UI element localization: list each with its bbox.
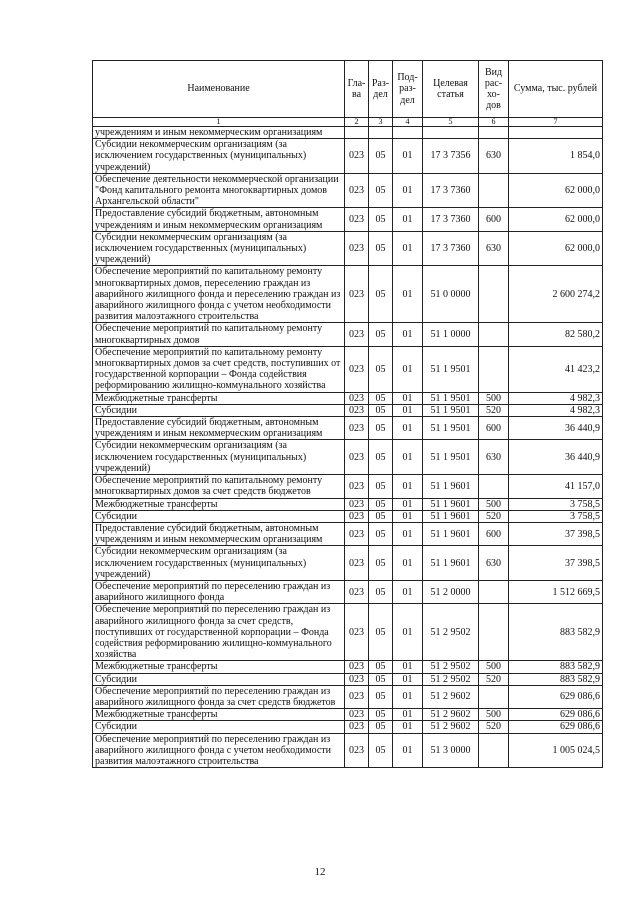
header-row: [93, 61, 603, 118]
table-row: [93, 417, 603, 440]
cell-razdel: 05: [369, 173, 393, 208]
cell-glava: 023: [345, 604, 369, 661]
page-number: 12: [314, 866, 326, 878]
cell-statya: 51 1 9601: [423, 522, 479, 545]
cell-name: учреждениям и иным некоммерческим организациям: [93, 127, 345, 139]
cell-summa: 1 005 024,5: [509, 733, 603, 768]
cell-vid: 600: [479, 417, 509, 440]
table-row: [93, 510, 603, 522]
cell-glava: 023: [345, 417, 369, 440]
cell-razdel: 05: [369, 404, 393, 416]
header-razdel: Раз-дел: [369, 61, 393, 118]
cell-summa: 37 398,5: [509, 546, 603, 581]
cell-summa: 629 086,6: [509, 685, 603, 708]
cell-razdel: 05: [369, 139, 393, 174]
cell-vid: [479, 580, 509, 603]
cell-razdel: 05: [369, 231, 393, 266]
column-number: 5: [423, 118, 479, 127]
cell-name: Субсидии некоммерческим организациям (за исключением государственных (муниципальных) учреждений): [93, 546, 345, 581]
column-number: 1: [93, 118, 345, 127]
table-row: [93, 721, 603, 733]
table-row: [93, 604, 603, 661]
cell-podrazdel: 01: [393, 498, 423, 510]
table-row: [93, 685, 603, 708]
cell-vid: [479, 173, 509, 208]
cell-razdel: 05: [369, 208, 393, 231]
cell-statya: 51 1 9501: [423, 346, 479, 392]
cell-statya: 51 0 0000: [423, 266, 479, 323]
cell-podrazdel: 01: [393, 231, 423, 266]
cell-glava: 023: [345, 522, 369, 545]
cell-glava: 023: [345, 404, 369, 416]
cell-razdel: 05: [369, 475, 393, 498]
cell-name: Обеспечение мероприятий по переселению граждан из аварийного жилищного фонда за счет средств бюджетов: [93, 685, 345, 708]
cell-glava: 023: [345, 392, 369, 404]
cell-summa: 629 086,6: [509, 709, 603, 721]
cell-summa: 82 580,2: [509, 323, 603, 346]
cell-statya: 51 1 9601: [423, 546, 479, 581]
table-row: [93, 404, 603, 416]
cell-podrazdel: 01: [393, 661, 423, 673]
cell-statya: 51 1 9601: [423, 510, 479, 522]
cell-summa: 4 982,3: [509, 404, 603, 416]
cell-name: Субсидии некоммерческим организациям (за исключением государственных (муниципальных) учреждений): [93, 139, 345, 174]
cell-statya: [423, 127, 479, 139]
cell-glava: [345, 127, 369, 139]
cell-glava: 023: [345, 475, 369, 498]
cell-vid: 520: [479, 404, 509, 416]
cell-summa: 2 600 274,2: [509, 266, 603, 323]
cell-summa: 41 423,2: [509, 346, 603, 392]
cell-glava: 023: [345, 346, 369, 392]
cell-razdel: 05: [369, 604, 393, 661]
table-row: [93, 392, 603, 404]
cell-name: Субсидии: [93, 404, 345, 416]
cell-podrazdel: 01: [393, 685, 423, 708]
cell-podrazdel: 01: [393, 266, 423, 323]
cell-name: Межбюджетные трансферты: [93, 498, 345, 510]
table-row: [93, 673, 603, 685]
cell-statya: 51 2 9502: [423, 661, 479, 673]
cell-name: Обеспечение мероприятий по переселению граждан из аварийного жилищного фонда за счет средств, поступивших от государственной корпорации – Фонда содействия реформированию жилищно-коммунального хозяйства: [93, 604, 345, 661]
cell-podrazdel: 01: [393, 546, 423, 581]
cell-vid: 500: [479, 709, 509, 721]
cell-statya: 17 3 7360: [423, 173, 479, 208]
header-summa: Сумма, тыс. рублей: [509, 61, 603, 118]
table-row: [93, 139, 603, 174]
cell-razdel: 05: [369, 392, 393, 404]
column-number: 3: [369, 118, 393, 127]
table-row: [93, 346, 603, 392]
cell-vid: 600: [479, 208, 509, 231]
cell-podrazdel: 01: [393, 208, 423, 231]
cell-name: Обеспечение мероприятий по капитальному ремонту многоквартирных домов за счет средств бюджетов: [93, 475, 345, 498]
cell-razdel: 05: [369, 522, 393, 545]
table-body: [93, 127, 603, 768]
cell-podrazdel: 01: [393, 323, 423, 346]
cell-vid: 520: [479, 673, 509, 685]
cell-summa: 883 582,9: [509, 673, 603, 685]
cell-glava: 023: [345, 231, 369, 266]
cell-summa: 3 758,5: [509, 510, 603, 522]
cell-summa: 62 000,0: [509, 208, 603, 231]
cell-name: Обеспечение мероприятий по капитальному ремонту многоквартирных домов, переселению граждан из аварийного жилищного фонда и переселению граждан из аварийного жилищного фонда с учетом необходимости развития малоэтажного строительства: [93, 266, 345, 323]
cell-vid: 500: [479, 392, 509, 404]
cell-statya: 51 1 9501: [423, 440, 479, 475]
cell-razdel: 05: [369, 266, 393, 323]
cell-statya: 51 1 9601: [423, 498, 479, 510]
cell-glava: 023: [345, 139, 369, 174]
cell-name: Обеспечение мероприятий по капитальному ремонту многоквартирных домов за счет средств, поступивших от государственной корпорации – Фонда содействия реформированию жилищно-коммунального хозяйства: [93, 346, 345, 392]
cell-razdel: 05: [369, 721, 393, 733]
cell-name: Обеспечение мероприятий по переселению граждан из аварийного жилищного фонда: [93, 580, 345, 603]
cell-podrazdel: 01: [393, 392, 423, 404]
table-row: [93, 323, 603, 346]
cell-summa: 883 582,9: [509, 661, 603, 673]
cell-glava: 023: [345, 685, 369, 708]
table-row: [93, 733, 603, 768]
cell-summa: 1 512 669,5: [509, 580, 603, 603]
cell-vid: 500: [479, 661, 509, 673]
cell-statya: 51 2 9602: [423, 685, 479, 708]
cell-name: Субсидии: [93, 673, 345, 685]
cell-vid: 520: [479, 510, 509, 522]
cell-summa: 629 086,6: [509, 721, 603, 733]
cell-glava: 023: [345, 208, 369, 231]
table-row: [93, 661, 603, 673]
cell-razdel: 05: [369, 510, 393, 522]
table-row: [93, 498, 603, 510]
cell-name: Обеспечение деятельности некоммерческой организации "Фонд капитального ремонта многоквартирных домов Архангельской области": [93, 173, 345, 208]
cell-summa: 36 440,9: [509, 440, 603, 475]
column-number: 2: [345, 118, 369, 127]
header-statya: Целевая статья: [423, 61, 479, 118]
cell-name: Межбюджетные трансферты: [93, 392, 345, 404]
cell-statya: 51 1 9601: [423, 475, 479, 498]
cell-razdel: 05: [369, 673, 393, 685]
cell-vid: 600: [479, 522, 509, 545]
cell-glava: 023: [345, 266, 369, 323]
header-glava: Гла-ва: [345, 61, 369, 118]
cell-summa: 62 000,0: [509, 231, 603, 266]
cell-vid: [479, 733, 509, 768]
cell-vid: [479, 323, 509, 346]
cell-statya: 51 1 9501: [423, 392, 479, 404]
cell-vid: [479, 266, 509, 323]
table-row: [93, 208, 603, 231]
cell-vid: 630: [479, 231, 509, 266]
cell-statya: 17 3 7360: [423, 208, 479, 231]
cell-vid: [479, 127, 509, 139]
cell-name: Межбюджетные трансферты: [93, 709, 345, 721]
cell-razdel: 05: [369, 498, 393, 510]
table-row: [93, 580, 603, 603]
cell-vid: 520: [479, 721, 509, 733]
column-number: 6: [479, 118, 509, 127]
cell-statya: 51 2 9602: [423, 721, 479, 733]
cell-statya: 51 2 9602: [423, 709, 479, 721]
header-podrazdel: Под-раз-дел: [393, 61, 423, 118]
cell-statya: 51 3 0000: [423, 733, 479, 768]
cell-name: Субсидии: [93, 510, 345, 522]
table-row: [93, 173, 603, 208]
cell-statya: 17 3 7356: [423, 139, 479, 174]
cell-summa: 62 000,0: [509, 173, 603, 208]
cell-razdel: 05: [369, 733, 393, 768]
cell-podrazdel: 01: [393, 522, 423, 545]
cell-statya: 51 2 9502: [423, 673, 479, 685]
cell-podrazdel: 01: [393, 709, 423, 721]
cell-vid: 630: [479, 139, 509, 174]
table-row: [93, 440, 603, 475]
cell-podrazdel: 01: [393, 733, 423, 768]
cell-name: Субсидии некоммерческим организациям (за исключением государственных (муниципальных) учреждений): [93, 440, 345, 475]
cell-podrazdel: 01: [393, 404, 423, 416]
cell-razdel: 05: [369, 661, 393, 673]
cell-podrazdel: 01: [393, 475, 423, 498]
cell-podrazdel: 01: [393, 510, 423, 522]
header-name: Наименование: [93, 61, 345, 118]
cell-razdel: 05: [369, 346, 393, 392]
column-number: 4: [393, 118, 423, 127]
cell-statya: 51 2 9502: [423, 604, 479, 661]
cell-glava: 023: [345, 673, 369, 685]
cell-glava: 023: [345, 440, 369, 475]
cell-vid: [479, 685, 509, 708]
cell-razdel: 05: [369, 685, 393, 708]
cell-summa: 36 440,9: [509, 417, 603, 440]
table-row: [93, 522, 603, 545]
cell-glava: 023: [345, 709, 369, 721]
cell-name: Субсидии: [93, 721, 345, 733]
cell-vid: [479, 604, 509, 661]
cell-vid: 630: [479, 440, 509, 475]
cell-name: Предоставление субсидий бюджетным, автономным учреждениям и иным некоммерческим организациям: [93, 208, 345, 231]
cell-glava: 023: [345, 580, 369, 603]
cell-vid: [479, 346, 509, 392]
cell-name: Предоставление субсидий бюджетным, автономным учреждениям и иным некоммерческим организациям: [93, 522, 345, 545]
cell-glava: 023: [345, 721, 369, 733]
cell-summa: 1 854,0: [509, 139, 603, 174]
cell-razdel: 05: [369, 546, 393, 581]
cell-vid: 630: [479, 546, 509, 581]
cell-razdel: 05: [369, 580, 393, 603]
cell-name: Обеспечение мероприятий по капитальному ремонту многоквартирных домов: [93, 323, 345, 346]
cell-podrazdel: 01: [393, 417, 423, 440]
column-number-row: [93, 118, 603, 127]
cell-name: Предоставление субсидий бюджетным, автономным учреждениям и иным некоммерческим организациям: [93, 417, 345, 440]
cell-podrazdel: 01: [393, 139, 423, 174]
cell-glava: 023: [345, 323, 369, 346]
cell-podrazdel: 01: [393, 721, 423, 733]
cell-podrazdel: 01: [393, 580, 423, 603]
cell-razdel: 05: [369, 323, 393, 346]
cell-statya: 17 3 7360: [423, 231, 479, 266]
cell-summa: 37 398,5: [509, 522, 603, 545]
cell-glava: 023: [345, 661, 369, 673]
cell-podrazdel: 01: [393, 604, 423, 661]
table-row: [93, 709, 603, 721]
cell-vid: 500: [479, 498, 509, 510]
table-row: [93, 266, 603, 323]
cell-summa: [509, 127, 603, 139]
table-row: [93, 231, 603, 266]
cell-podrazdel: [393, 127, 423, 139]
table-row: [93, 546, 603, 581]
cell-summa: 41 157,0: [509, 475, 603, 498]
cell-razdel: 05: [369, 709, 393, 721]
cell-name: Обеспечение мероприятий по переселению граждан из аварийного жилищного фонда с учетом необходимости развития малоэтажного строительства: [93, 733, 345, 768]
budget-table: [92, 60, 603, 768]
column-number: 7: [509, 118, 603, 127]
cell-statya: 51 2 0000: [423, 580, 479, 603]
cell-razdel: 05: [369, 440, 393, 475]
cell-glava: 023: [345, 173, 369, 208]
cell-podrazdel: 01: [393, 173, 423, 208]
cell-glava: 023: [345, 498, 369, 510]
cell-vid: [479, 475, 509, 498]
cell-statya: 51 1 9501: [423, 404, 479, 416]
header-vid: Вид рас-хо-дов: [479, 61, 509, 118]
cell-podrazdel: 01: [393, 346, 423, 392]
cell-statya: 51 1 9501: [423, 417, 479, 440]
cell-statya: 51 1 0000: [423, 323, 479, 346]
cell-name: Субсидии некоммерческим организациям (за исключением государственных (муниципальных) учреждений): [93, 231, 345, 266]
cell-podrazdel: 01: [393, 673, 423, 685]
cell-podrazdel: 01: [393, 440, 423, 475]
cell-glava: 023: [345, 733, 369, 768]
cell-summa: 3 758,5: [509, 498, 603, 510]
table-row: [93, 475, 603, 498]
cell-glava: 023: [345, 510, 369, 522]
cell-name: Межбюджетные трансферты: [93, 661, 345, 673]
table-row: [93, 127, 603, 139]
cell-glava: 023: [345, 546, 369, 581]
cell-summa: 4 982,3: [509, 392, 603, 404]
cell-razdel: [369, 127, 393, 139]
cell-razdel: 05: [369, 417, 393, 440]
cell-summa: 883 582,9: [509, 604, 603, 661]
